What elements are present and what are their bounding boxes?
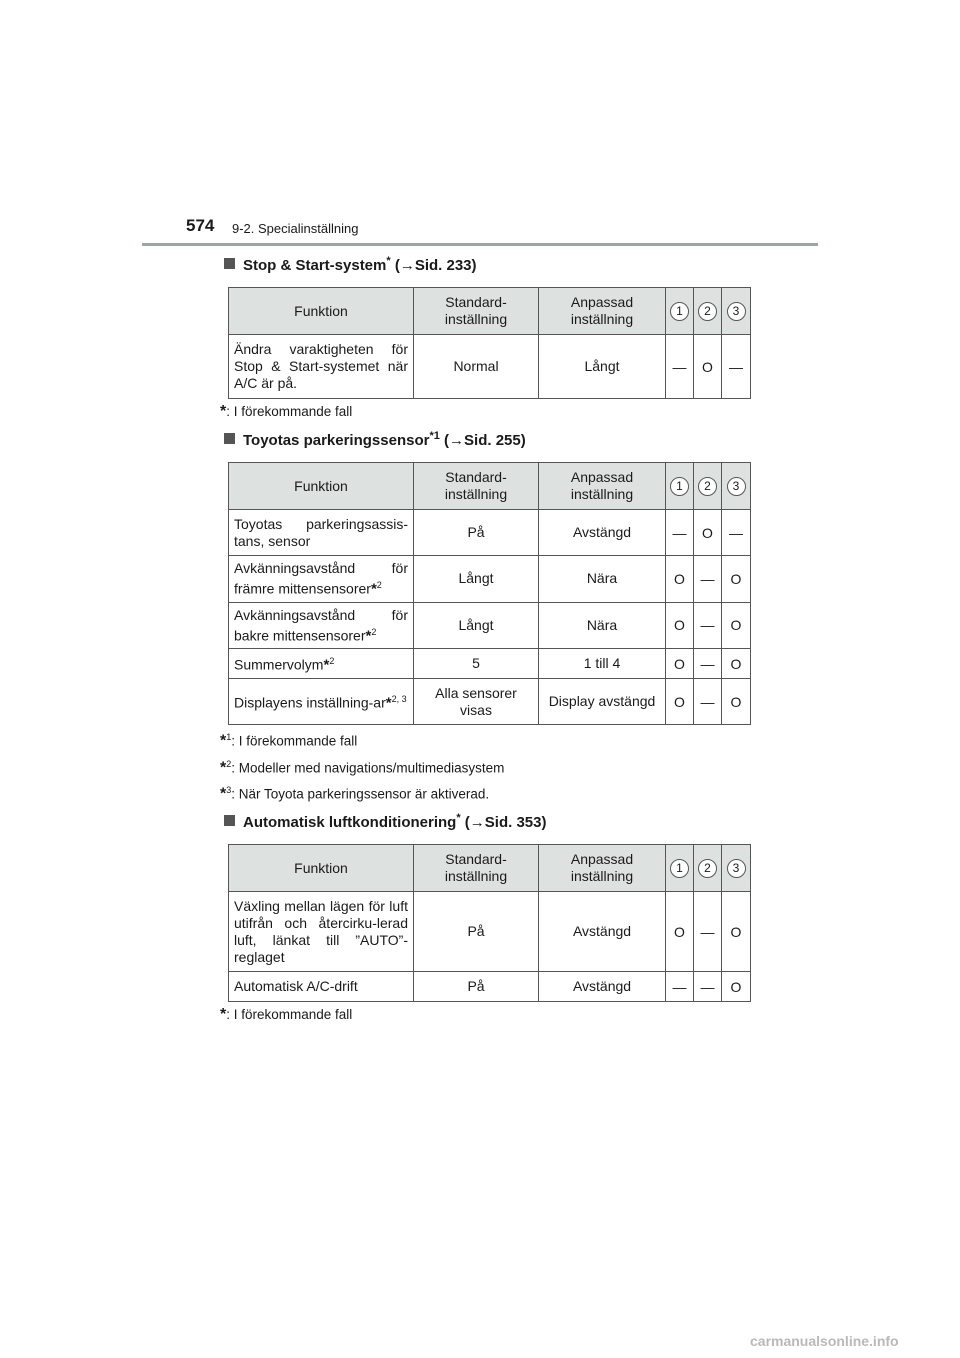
table-row	[229, 556, 751, 603]
circled-number-icon: 3	[727, 859, 746, 878]
table-row	[229, 972, 751, 1002]
col-header-function: Funktion	[229, 463, 414, 510]
footnote-text: : När Toyota parkeringssensor är aktiverad.	[231, 786, 490, 802]
cell-mode-1: O	[666, 892, 694, 972]
footnote-sup: 2, 3	[391, 694, 407, 705]
cell-mode-2: —	[694, 556, 722, 603]
cell-custom: Långt	[539, 335, 666, 399]
cell-mode-1: O	[666, 556, 694, 603]
header-divider	[142, 243, 818, 246]
heading-star: *	[456, 812, 461, 824]
function-text: Toyotas parkeringsassis-tans, sensor	[234, 515, 408, 549]
cell-standard: På	[414, 972, 539, 1002]
circled-number-icon: 2	[698, 302, 717, 321]
footnote-star: *	[385, 695, 392, 713]
section-heading-parking-sensor	[224, 430, 526, 449]
chapter-title: 9-2. Specialinställning	[232, 221, 359, 236]
cell-standard: På	[414, 892, 539, 972]
cell-mode-1: O	[666, 679, 694, 725]
cell-standard: Normal	[414, 335, 539, 399]
cell-custom: Avstängd	[539, 510, 666, 556]
cell-custom: Display avstängd	[539, 679, 666, 725]
cell-mode-2: —	[694, 892, 722, 972]
heading-text: Stop & Start-system	[243, 257, 387, 274]
footnote-sup: 2	[226, 759, 232, 769]
settings-table-climate	[228, 844, 751, 1002]
square-bullet-icon	[224, 433, 235, 444]
cell-custom: Nära	[539, 602, 666, 649]
function-text: Avkänningsavstånd för främre mittensensorer	[234, 560, 408, 597]
function-text: Avkänningsavstånd för bakre mittensensorer	[234, 606, 408, 644]
cell-mode-3: O	[722, 892, 751, 972]
cell-function	[229, 556, 414, 603]
cell-function: Automatisk A/C-drift	[229, 972, 414, 1002]
footnote	[220, 732, 357, 751]
circled-number-icon: 2	[698, 477, 717, 496]
col-header-2	[694, 845, 722, 892]
page-reference: (→Sid. 233)	[394, 257, 477, 274]
table-row	[229, 602, 751, 649]
cell-mode-3: O	[722, 972, 751, 1002]
cell-custom: Nära	[539, 556, 666, 603]
circled-number-icon: 1	[670, 859, 689, 878]
watermark: carmanualsonline.info	[750, 1333, 899, 1349]
cell-standard: 5	[414, 649, 539, 679]
page-reference: (→Sid. 353)	[464, 814, 547, 831]
table-row	[229, 649, 751, 679]
footnote-sup: 2	[371, 626, 377, 637]
cell-mode-2: —	[694, 602, 722, 649]
settings-table-parking-sensor	[228, 462, 751, 725]
footnote	[220, 785, 489, 804]
function-text: Displayens inställning-ar	[234, 695, 386, 712]
footnote-sup: 2	[376, 580, 382, 590]
col-header-1	[666, 845, 694, 892]
cell-mode-3: —	[722, 510, 751, 556]
col-header-custom: Anpassad inställning	[539, 463, 666, 510]
cell-mode-3: O	[722, 556, 751, 603]
cell-mode-2: O	[694, 335, 722, 399]
col-header-3	[722, 288, 751, 335]
cell-mode-2: —	[694, 649, 722, 679]
cell-mode-1: O	[666, 649, 694, 679]
cell-mode-3: O	[722, 602, 751, 649]
cell-mode-1: O	[666, 602, 694, 649]
circled-number-icon: 1	[670, 302, 689, 321]
section-heading-stop-start	[224, 255, 477, 274]
table-header-row	[229, 845, 751, 892]
cell-standard: Långt	[414, 556, 539, 603]
cell-mode-1: —	[666, 972, 694, 1002]
heading-text: Toyotas parkeringssensor	[243, 432, 430, 449]
cell-mode-1: —	[666, 335, 694, 399]
footnote-text: : I förekommande fall	[231, 733, 358, 749]
footnote-sup: 3	[226, 785, 232, 795]
footnote	[220, 403, 352, 421]
page-reference: (→Sid. 255)	[444, 432, 526, 449]
cell-mode-3: O	[722, 649, 751, 679]
col-header-1	[666, 463, 694, 510]
footnote-sup: 2	[329, 656, 335, 667]
footnote-star: *	[220, 403, 227, 420]
cell-mode-3: O	[722, 679, 751, 725]
square-bullet-icon	[224, 815, 235, 826]
cell-mode-3: —	[722, 335, 751, 399]
col-header-standard: Standard- inställning	[414, 845, 539, 892]
cell-function	[229, 510, 414, 556]
table-header-row	[229, 463, 751, 510]
footnote-star: *	[370, 580, 377, 598]
col-header-3	[722, 845, 751, 892]
table-header-row	[229, 288, 751, 335]
circled-number-icon: 2	[698, 859, 717, 878]
cell-custom: Avstängd	[539, 892, 666, 972]
col-header-standard: Standard- inställning	[414, 463, 539, 510]
col-header-custom: Anpassad inställning	[539, 845, 666, 892]
col-header-1	[666, 288, 694, 335]
square-bullet-icon	[224, 258, 235, 269]
heading-text: Automatisk luftkonditionering	[243, 814, 457, 831]
table-row	[229, 510, 751, 556]
function-text: Summervolym	[234, 657, 324, 674]
cell-mode-2: —	[694, 679, 722, 725]
table-row	[229, 892, 751, 972]
circled-number-icon: 3	[727, 477, 746, 496]
cell-standard: På	[414, 510, 539, 556]
footnote	[220, 1006, 352, 1024]
cell-function	[229, 602, 414, 649]
cell-function: Ändra varaktigheten för Stop & Start-systemet när A/C är på.	[229, 335, 414, 399]
footnote-star: *	[220, 785, 227, 803]
col-header-2	[694, 288, 722, 335]
col-header-custom: Anpassad inställning	[539, 288, 666, 335]
cell-function	[229, 649, 414, 679]
footnote-text: : I förekommande fall	[226, 1007, 353, 1022]
cell-standard: Långt	[414, 602, 539, 649]
footnote-star: *	[365, 627, 372, 645]
col-header-2	[694, 463, 722, 510]
cell-custom: 1 till 4	[539, 649, 666, 679]
footnote-text: : Modeller med navigations/multimediasystem	[231, 760, 505, 776]
cell-mode-1: —	[666, 510, 694, 556]
cell-function: Växling mellan lägen för luft utifrån och återcirku-lerad luft, länkat till ”AUTO”-reglaget	[229, 892, 414, 972]
cell-standard: Alla sensorer visas	[414, 679, 539, 725]
page-number: 574	[186, 216, 215, 235]
footnote-star: *	[220, 732, 227, 750]
heading-star: *	[429, 430, 434, 442]
col-header-standard: Standard- inställning	[414, 288, 539, 335]
col-header-function: Funktion	[229, 288, 414, 335]
circled-number-icon: 3	[727, 302, 746, 321]
circled-number-icon: 1	[670, 477, 689, 496]
table-row	[229, 335, 751, 399]
heading-star: *	[386, 255, 391, 267]
table-row	[229, 679, 751, 725]
cell-mode-2: O	[694, 510, 722, 556]
footnote-sup: 1	[226, 732, 232, 742]
cell-mode-2: —	[694, 972, 722, 1002]
footnote-star: *	[220, 759, 227, 777]
footnote	[220, 759, 504, 778]
col-header-function: Funktion	[229, 845, 414, 892]
settings-table-stop-start	[228, 287, 751, 399]
cell-function	[229, 679, 414, 725]
footnote-text: : I förekommande fall	[226, 404, 353, 419]
heading-sup: 1	[433, 430, 440, 442]
footnote-star: *	[323, 657, 330, 675]
col-header-3	[722, 463, 751, 510]
section-heading-climate	[224, 812, 546, 831]
cell-custom: Avstängd	[539, 972, 666, 1002]
footnote-star: *	[220, 1006, 227, 1023]
